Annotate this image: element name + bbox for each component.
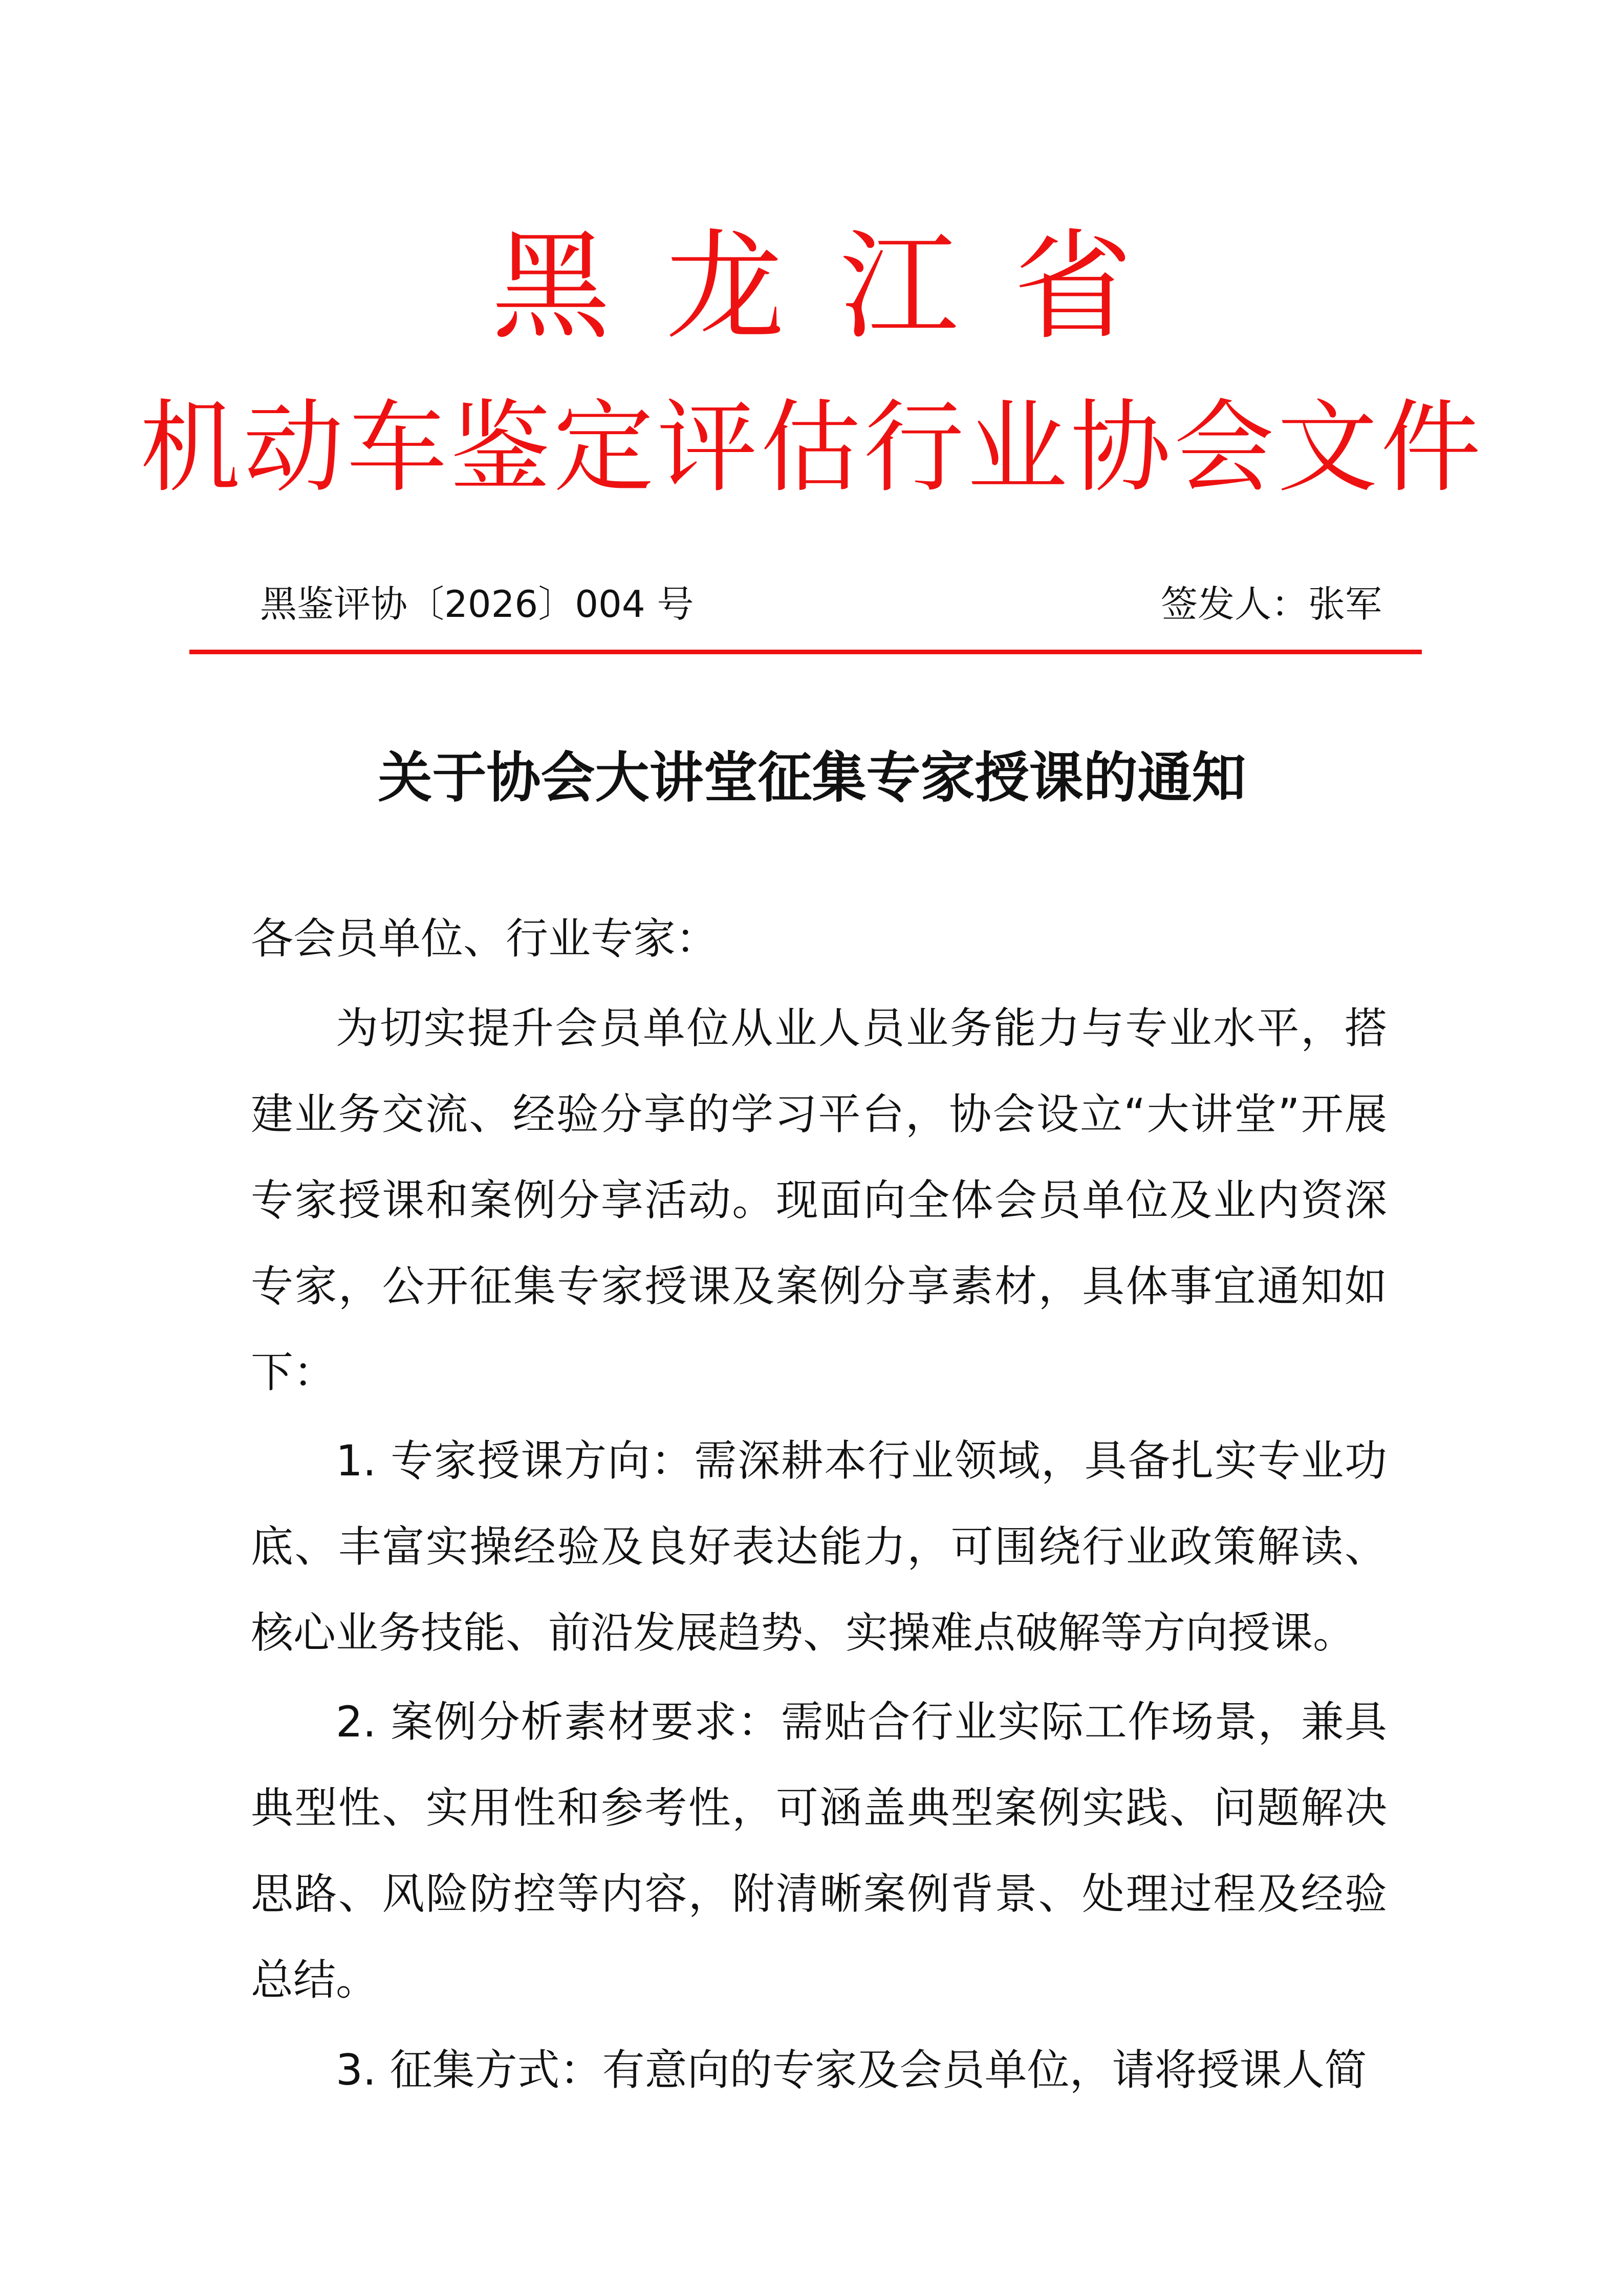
document-number: 黑鉴评协〔2026〕004 号 <box>260 583 694 626</box>
masthead-organization: 机动车鉴定评估行业协会文件 <box>140 390 1484 506</box>
paragraph-item-2: 2. 案例分析素材要求：需贴合行业实际工作场景，兼具典型性、实用性和参考性，可涵盖典型案例实践、问题解决思路、风险防控等内容，附清晰案例背景、处理过程及经验总结。 <box>251 1697 1387 2005</box>
masthead-province: 黑龙江省 <box>491 218 1188 356</box>
paragraph-intro: 为切实提升会员单位从业人员业务能力与专业水平，搭建业务交流、经验分享的学习平台，协会设立“大讲堂”开展专家授课和案例分享活动。现面向全体会员单位及业内资深专家，公开征集专家授课及案例分享素材，具体事宜通知如下： <box>251 1003 1387 1397</box>
notice-title: 关于协会大讲堂征集专家授课的通知 <box>378 746 1246 809</box>
issuer-signature: 签发人：张军 <box>1160 583 1382 626</box>
paragraph-item-3: 3. 征集方式：有意向的专家及会员单位，请将授课人简 <box>336 2045 1367 2095</box>
paragraph-item-1: 1. 专家授课方向：需深耕本行业领域，具备扎实专业功底、丰富实操经验及良好表达能力，可围绕行业政策解读、核心业务技能、前沿发展趋势、实操难点破解等方向授课。 <box>251 1436 1387 1658</box>
red-divider-line <box>189 650 1422 654</box>
salutation: 各会员单位、行业专家： <box>251 914 718 963</box>
